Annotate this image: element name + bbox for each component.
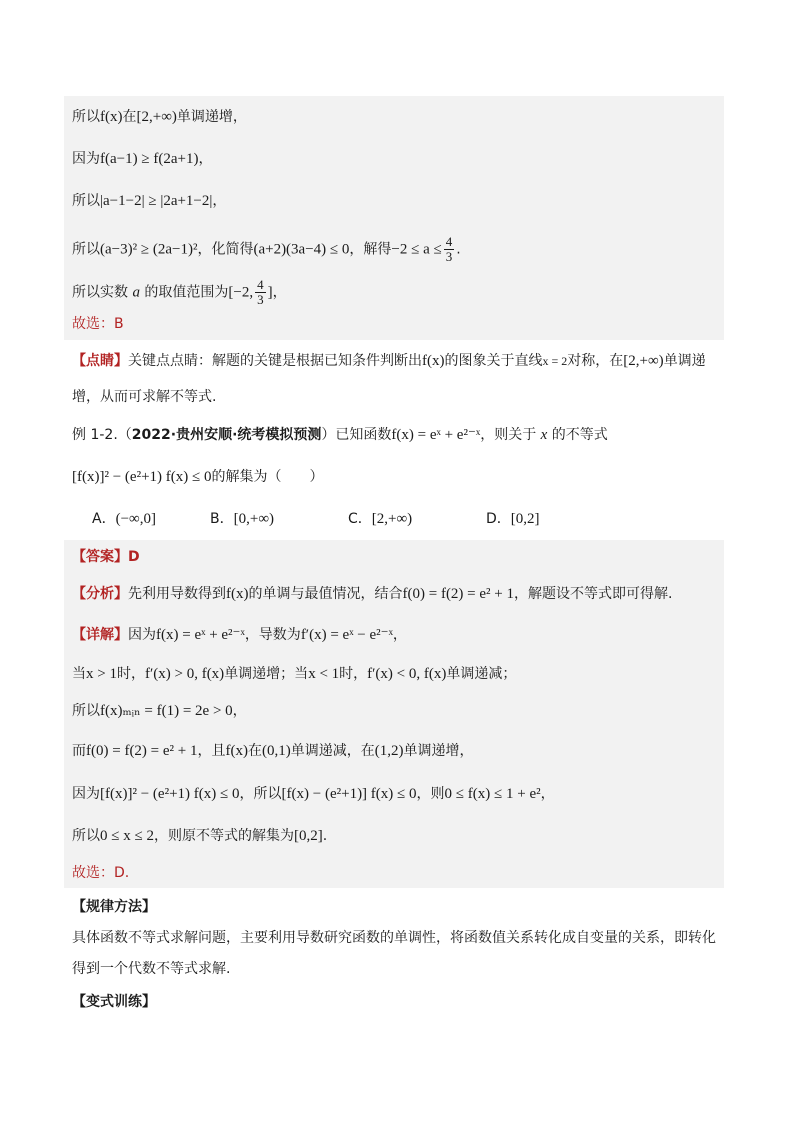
practice-title: 【变式训练】: [72, 994, 156, 1010]
block1-line2: 因为f(a−1) ≥ f(2a+1)，: [72, 151, 213, 167]
block1-line5: 所以实数 a 的取值范围为[−2, $\frac{4}{3}$ ]，: [72, 277, 287, 307]
option-a[interactable]: A．(−∞,0]: [92, 511, 156, 527]
option-c[interactable]: C．[2,+∞): [348, 511, 413, 527]
detail-line3: 所以f(x)ₘᵢₙ = f(1) = 2e > 0，: [72, 703, 247, 719]
block1-line4: 所以(a−3)² ≥ (2a−1)²，化简得(a+2)(3a−4) ≤ 0，解得−2 ≤ a ≤ $\frac{4}{3}$ .: [72, 234, 461, 264]
example-line2: [f(x)]² − (e²+1) f(x) ≤ 0的解集为（ ）: [72, 469, 324, 485]
block1-choice: 故选：B: [72, 316, 124, 332]
block1-line3: 所以|a−1−2| ≥ |2a+1−2|，: [72, 193, 227, 209]
comment-line1: 【点睛】关键点点睛：解题的关键是根据已知条件判断出f(x)的图象关于直线x = 2对称，在[2,+∞)单调递: [72, 353, 706, 369]
block1-line1: 所以f(x)在[2,+∞)单调递增，: [72, 109, 247, 125]
example-line1: 例 1-2.（2022·贵州安顺·统考模拟预测）已知函数f(x) = eˣ + e²⁻ˣ，则关于 x 的不等式: [72, 427, 608, 443]
detail-line4: 而f(0) = f(2) = e² + 1，且f(x)在(0,1)单调递减，在(1,2)单调递增，: [72, 743, 474, 759]
detail-line2: 当x > 1时，f′(x) > 0, f(x)单调递增；当x < 1时，f′(x) < 0, f(x)单调递减；: [72, 666, 517, 682]
detail-line1: 【详解】因为f(x) = eˣ + e²⁻ˣ，导数为f′(x) = eˣ − e²⁻ˣ，: [72, 627, 407, 643]
fraction-four-thirds-2: $\frac{4}{3}$: [257, 277, 264, 307]
analysis-line: 【分析】先利用导数得到f(x)的单调与最值情况，结合f(0) = f(2) = e² + 1，解题设不等式即可得解.: [72, 586, 673, 602]
detail-line5: 因为[f(x)]² − (e²+1) f(x) ≤ 0，所以[f(x) − (e²+1)] f(x) ≤ 0，则0 ≤ f(x) ≤ 1 + e²，: [72, 786, 555, 802]
comment-line2: 增，从而可求解不等式.: [72, 389, 217, 405]
detail-line6: 所以0 ≤ x ≤ 2，则原不等式的解集为[0,2].: [72, 828, 328, 844]
answer-line: 【答案】D: [72, 549, 140, 565]
fraction-four-thirds: $\frac{4}{3}$: [445, 234, 453, 264]
option-d[interactable]: D．[0,2]: [486, 511, 540, 527]
option-b[interactable]: B．[0,+∞): [210, 511, 275, 527]
detail-choice: 故选：D.: [72, 865, 130, 881]
method-text2: 得到一个代数不等式求解.: [72, 961, 231, 977]
method-title: 【规律方法】: [72, 899, 156, 915]
method-text1: 具体函数不等式求解问题，主要利用导数研究函数的单调性，将函数值关系转化成自变量的关系，即转化: [72, 930, 716, 946]
